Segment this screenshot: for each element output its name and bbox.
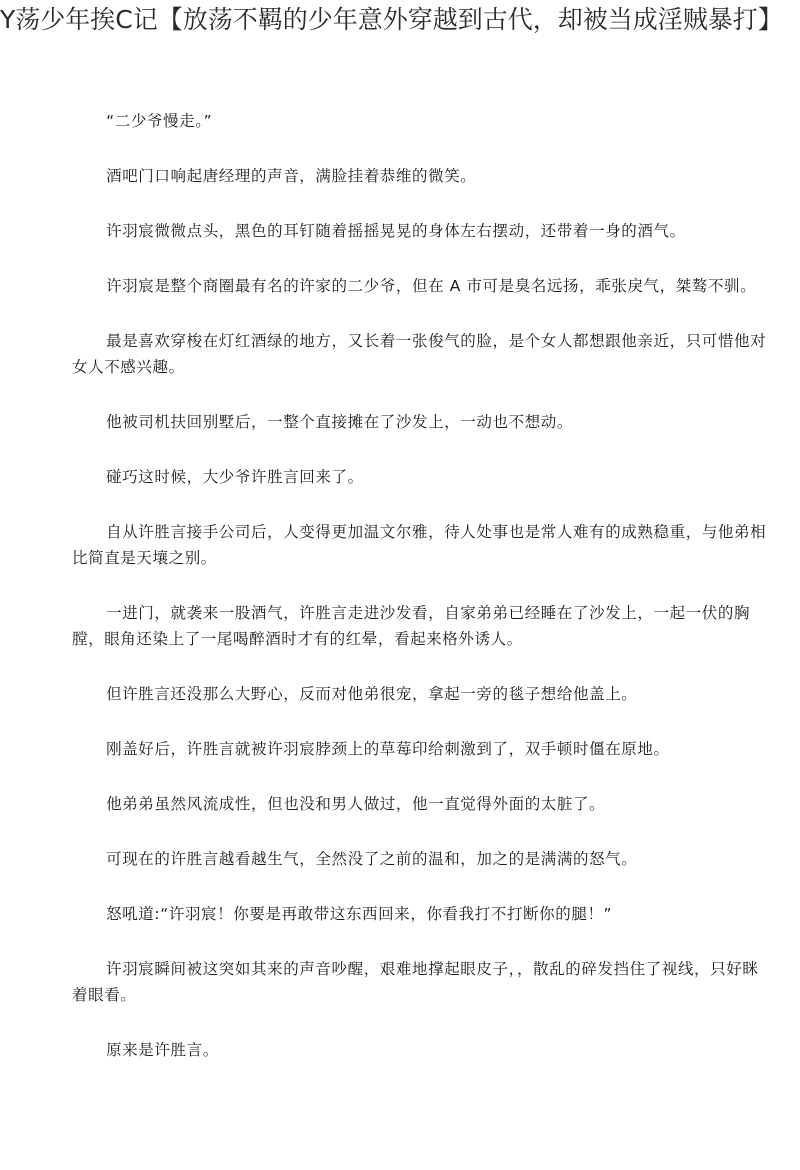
paragraph: 怒吼道:“许羽宸！你要是再敢带这东西回来，你看我打不打断你的腿！” (106, 905, 613, 923)
paragraph: 许羽宸瞬间被这突如其来的声音吵醒，艰难地撑起眼皮子，，散乱的碎发挡住了视线，只好眯着眼看。 (72, 960, 759, 1004)
paragraph: 他弟弟虽然风流成性，但也没和男人做过，他一直觉得外面的太脏了。 (106, 795, 606, 813)
paragraph: 最是喜欢穿梭在灯红酒绿的地方，又长着一张俊气的脸，是个女人都想跟他亲近，只可惜他对女人不感兴趣。 (72, 332, 767, 376)
paragraph: 刚盖好后，许胜言就被许羽宸脖颈上的草莓印给刺激到了，双手顿时僵在原地。 (106, 740, 670, 758)
article-body (72, 108, 772, 1092)
paragraph: 许羽宸是整个商圈最有名的许家的二少爷，但在 A 市可是臭名远扬，乖张戾气，桀骜不驯。 (106, 277, 757, 295)
paragraph: 碰巧这时候，大少爷许胜言回来了。 (106, 468, 364, 486)
paragraph: 可现在的许胜言越看越生气，全然没了之前的温和，加之的是满满的怒气。 (106, 850, 638, 868)
paragraph: 自从许胜言接手公司后，人变得更加温文尔雅，待人处事也是常人难有的成熟稳重，与他弟相比简直是天壤之别。 (72, 523, 767, 567)
paragraph: 原来是许胜言。 (106, 1041, 219, 1059)
paragraph: 酒吧门口响起唐经理的声音，满脸挂着恭维的微笑。 (106, 167, 477, 185)
page-title: Y荡少年挨C记【放荡不羁的少年意外穿越到古代，却被当成淫贼暴打】 (0, 5, 783, 34)
paragraph: “二少爷慢走。” (106, 112, 213, 130)
paragraph: 一进门，就袭来一股酒气，许胜言走进沙发看，自家弟弟已经睡在了沙发上，一起一伏的胸膛，眼角还染上了一尾喝醉酒时才有的红晕，看起来格外诱人。 (72, 604, 751, 648)
paragraph: 但许胜言还没那么大野心，反而对他弟很宠，拿起一旁的毯子想给他盖上。 (106, 685, 638, 703)
paragraph: 他被司机扶回别墅后，一整个直接摊在了沙发上，一动也不想动。 (106, 413, 573, 431)
paragraph: 许羽宸微微点头，黑色的耳钉随着摇摇晃晃的身体左右摆动，还带着一身的酒气。 (106, 222, 686, 240)
